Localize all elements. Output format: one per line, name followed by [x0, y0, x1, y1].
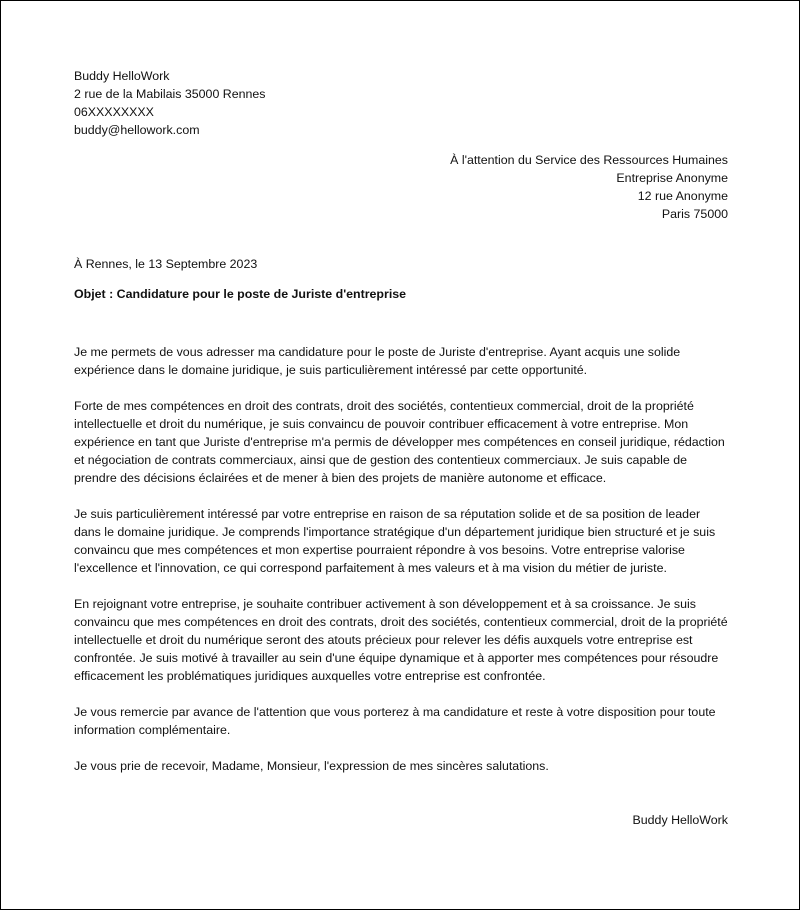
recipient-street: 12 rue Anonyme — [637, 189, 728, 203]
sender-address: 2 rue de la Mabilais 35000 Rennes — [74, 87, 266, 101]
recipient-city: Paris 75000 — [661, 207, 728, 221]
body-paragraph: En rejoignant votre entreprise, je souhaite contribuer activement à son développement et à sa croissance. Je suis convaincu que mes compétences en droit des contrats, droit des sociétés, contentieux commercial, droit de la propriété intellectuelle et droit du numérique seront des atouts précieux pour relever les défis auxquels votre entreprise est confrontée. Je suis motivé à travailler au sein d'une équipe dynamique et à apporter mes compétences pour résoudre efficacement les problématiques juridiques auxquelles votre entreprise est confrontée. — [74, 597, 728, 683]
closing-paragraph: Je vous prie de recevoir, Madame, Monsieur, l'expression de mes sincères salutations. — [74, 759, 549, 773]
recipient-company: Entreprise Anonyme — [616, 171, 728, 185]
body-paragraph: Je me permets de vous adresser ma candidature pour le poste de Juriste d'entreprise. Ayant acquis une solide expérience dans le domaine juridique, je suis particulièrement intéressé par cette opportunité. — [74, 345, 681, 377]
letter-subject: Objet : Candidature pour le poste de Juriste d'entreprise — [74, 287, 407, 301]
sender-phone: 06XXXXXXXX — [74, 105, 154, 119]
letter-content — [74, 67, 728, 829]
sender-email: buddy@hellowork.com — [74, 123, 200, 137]
letter-body — [74, 343, 728, 775]
sender-name: Buddy HelloWork — [74, 69, 170, 83]
body-paragraph: Forte de mes compétences en droit des contrats, droit des sociétés, contentieux commercial, droit de la propriété intellectuelle et droit du numérique, je suis convaincu de pouvoir contribuer efficacement à votre entreprise. Mon expérience en tant que Juriste d'entreprise m'a permis de développer mes compétences en conseil juridique, rédaction et négociation de contrats commerciaux, ainsi que de gestion des contentieux commerciaux. Je suis capable de prendre des décisions éclairées et de mener à bien des projets de manière autonome et efficace. — [74, 399, 725, 485]
body-paragraph: Je vous remercie par avance de l'attention que vous porterez à ma candidature et reste à votre disposition pour toute information complémentaire. — [74, 705, 716, 737]
recipient-attention: À l'attention du Service des Ressources Humaines — [450, 153, 728, 167]
signature: Buddy HelloWork — [632, 813, 728, 827]
recipient-block — [74, 151, 728, 223]
letter-date: À Rennes, le 13 Septembre 2023 — [74, 257, 258, 271]
sender-block — [74, 67, 728, 139]
body-paragraph: Je suis particulièrement intéressé par votre entreprise en raison de sa réputation solide et de sa position de leader dans le domaine juridique. Je comprends l'importance stratégique d'un département juridique bien structuré et je suis convaincu que mes compétences et mon expertise pourraient répondre à vos besoins. Votre entreprise valorise l'excellence et l'innovation, ce qui correspond parfaitement à mes valeurs et à ma vision du métier de juriste. — [74, 507, 716, 575]
